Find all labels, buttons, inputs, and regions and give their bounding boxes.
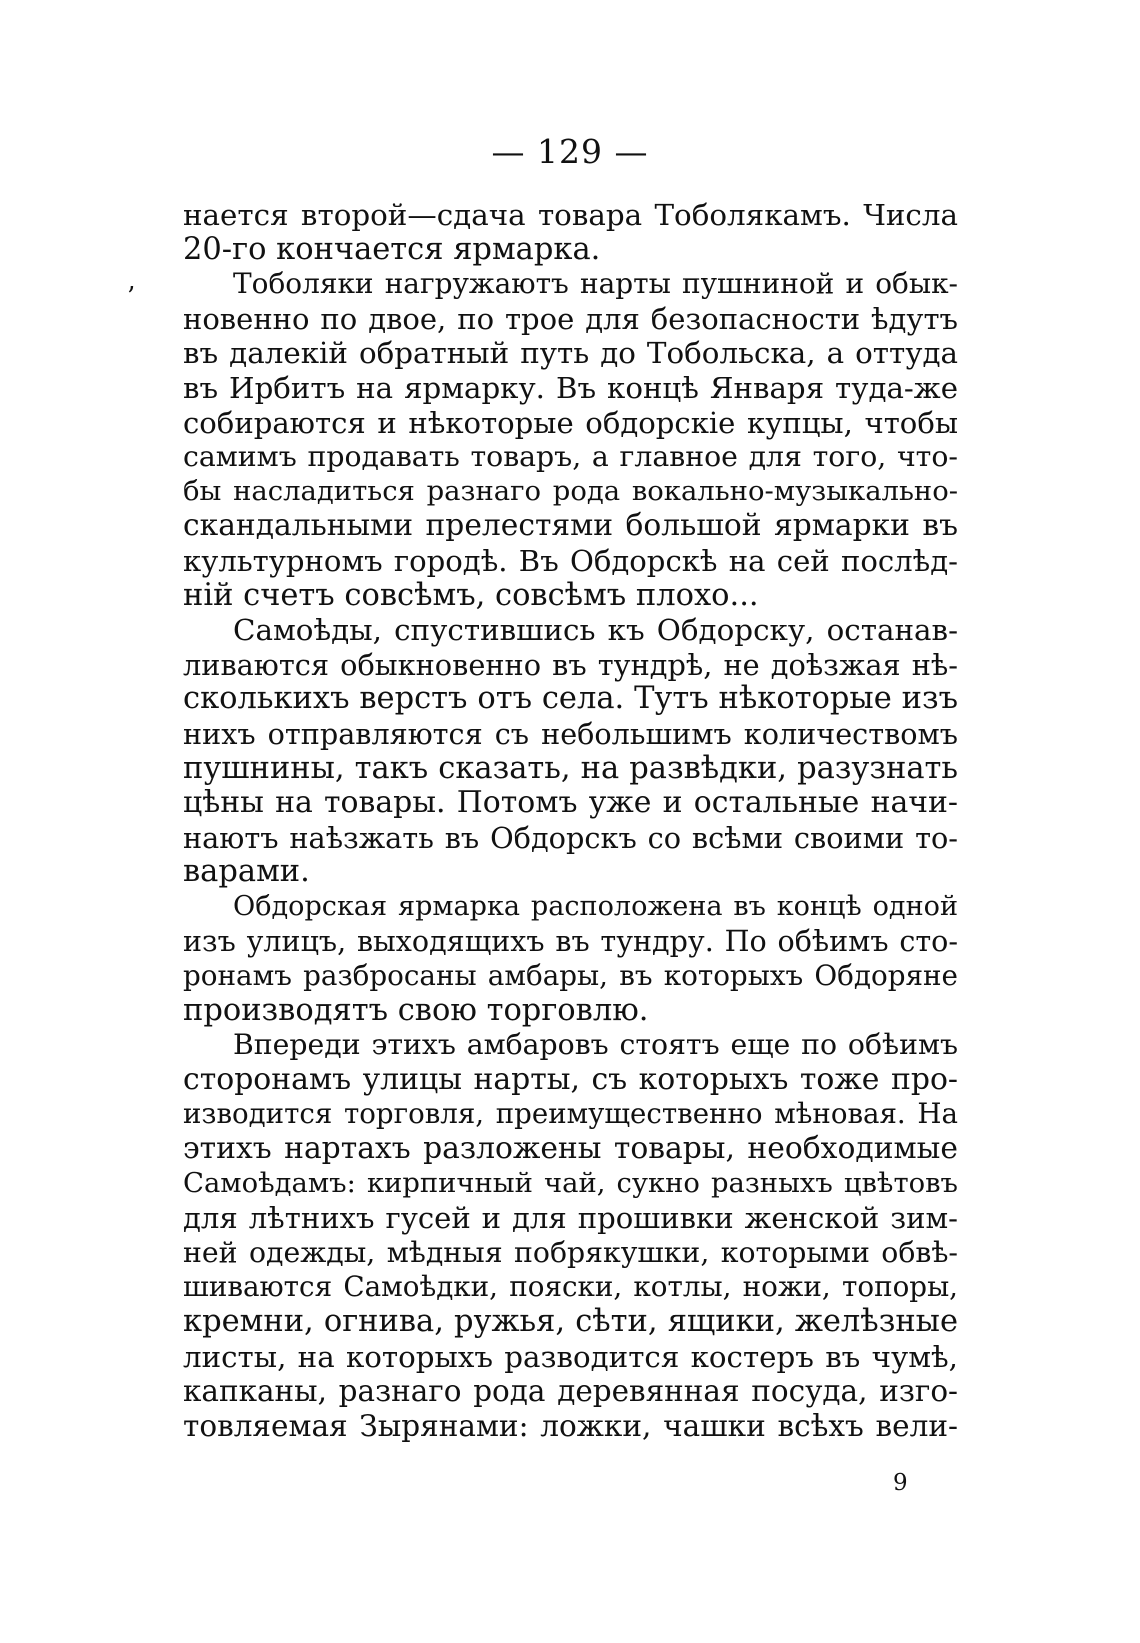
text-line: нихъ отправляются съ небольшимъ количествомъ [183, 716, 958, 751]
text-line: Самоѣдамъ: кирпичный чай, сукно разныхъ цвѣтовъ [183, 1167, 958, 1199]
page-number: — 129 — [491, 132, 649, 171]
text-line: пушнины, такъ сказать, на развѣдки, разузнать [183, 750, 958, 786]
text-line: варами. [183, 854, 310, 890]
text-line: изводится торговля, преимущественно мѣновая. На [183, 1097, 958, 1131]
text-line: скандальными прелестями большой ярмарки въ [183, 508, 958, 544]
text-line: цѣны на товары. Потомъ уже и остальные начи- [183, 785, 958, 821]
text-line: ливаются обыкновенно въ тундрѣ, не доѣзжая нѣ- [183, 647, 958, 682]
text-line: самимъ продавать товаръ, а главное для того, что- [183, 440, 958, 474]
body-text [183, 198, 958, 1443]
text-line: ній счетъ совсѣмъ, совсѣмъ плохо... [183, 577, 759, 613]
signature-mark: 9 [893, 1470, 908, 1496]
text-line: бы насладиться разнаго рода вокально-музыкально- [183, 475, 958, 507]
text-line: капканы, разнаго рода деревянная посуда, изго- [183, 1374, 958, 1409]
text-line: Тоболяки нагружаютъ нарты пушниной и обык- [233, 267, 958, 301]
text-line: сколькихъ верстъ отъ села. Тутъ нѣкоторые изъ [183, 681, 958, 717]
text-line: нается второй—сдача товара Тоболякамъ. Числа [183, 198, 958, 232]
text-line: Самоѣды, спустившись къ Обдорску, останав- [233, 613, 958, 648]
text-line: сторонамъ улицы нарты, съ которыхъ тоже про- [183, 1061, 958, 1097]
text-line: собираются и нѣкоторые обдорскіе купцы, чтобы [183, 405, 958, 440]
text-line: этихъ нартахъ разложены товары, необходимые [183, 1131, 958, 1167]
text-line: Обдорская ярмарка расположена въ концѣ одной [233, 890, 958, 922]
text-line: культурномъ городѣ. Въ Обдорскѣ на сей послѣд- [183, 543, 958, 578]
text-line: 20-го кончается ярмарка. [183, 231, 601, 267]
stray-ink-mark: ’ [127, 282, 136, 312]
text-line: производятъ свою торговлю. [183, 992, 649, 1028]
text-line: ронамъ разбросаны амбары, въ которыхъ Обдоряне [183, 959, 958, 993]
text-line: для лѣтнихъ гусей и для прошивки женской зим- [183, 1201, 958, 1236]
text-line: Впереди этихъ амбаровъ стоятъ еще по обѣимъ [233, 1028, 958, 1062]
text-line: листы, на которыхъ разводится костеръ въ чумѣ, [183, 1339, 958, 1374]
text-line: въ далекій обратный путь до Тобольска, а оттуда [183, 336, 958, 371]
text-line: новенно по двое, по трое для безопасности ѣдутъ [183, 301, 958, 336]
text-line: въ Ирбитъ на ярмарку. Въ концѣ Января туда-же [183, 370, 958, 405]
text-line: кремни, огнива, ружья, сѣти, ящики, желѣзные [183, 1304, 958, 1339]
text-line: изъ улицъ, выходящихъ въ тундру. По обѣимъ сто- [183, 924, 958, 959]
text-line: ней одежды, мѣдныя побрякушки, которыми обвѣ- [183, 1235, 958, 1269]
text-line: шиваются Самоѣдки, пояски, котлы, ножи, топоры, [183, 1270, 958, 1304]
text-line: товляемая Зырянами: ложки, чашки всѣхъ вели- [183, 1408, 958, 1443]
text-line: наютъ наѣзжать въ Обдорскъ со всѣми своими то- [183, 820, 958, 855]
